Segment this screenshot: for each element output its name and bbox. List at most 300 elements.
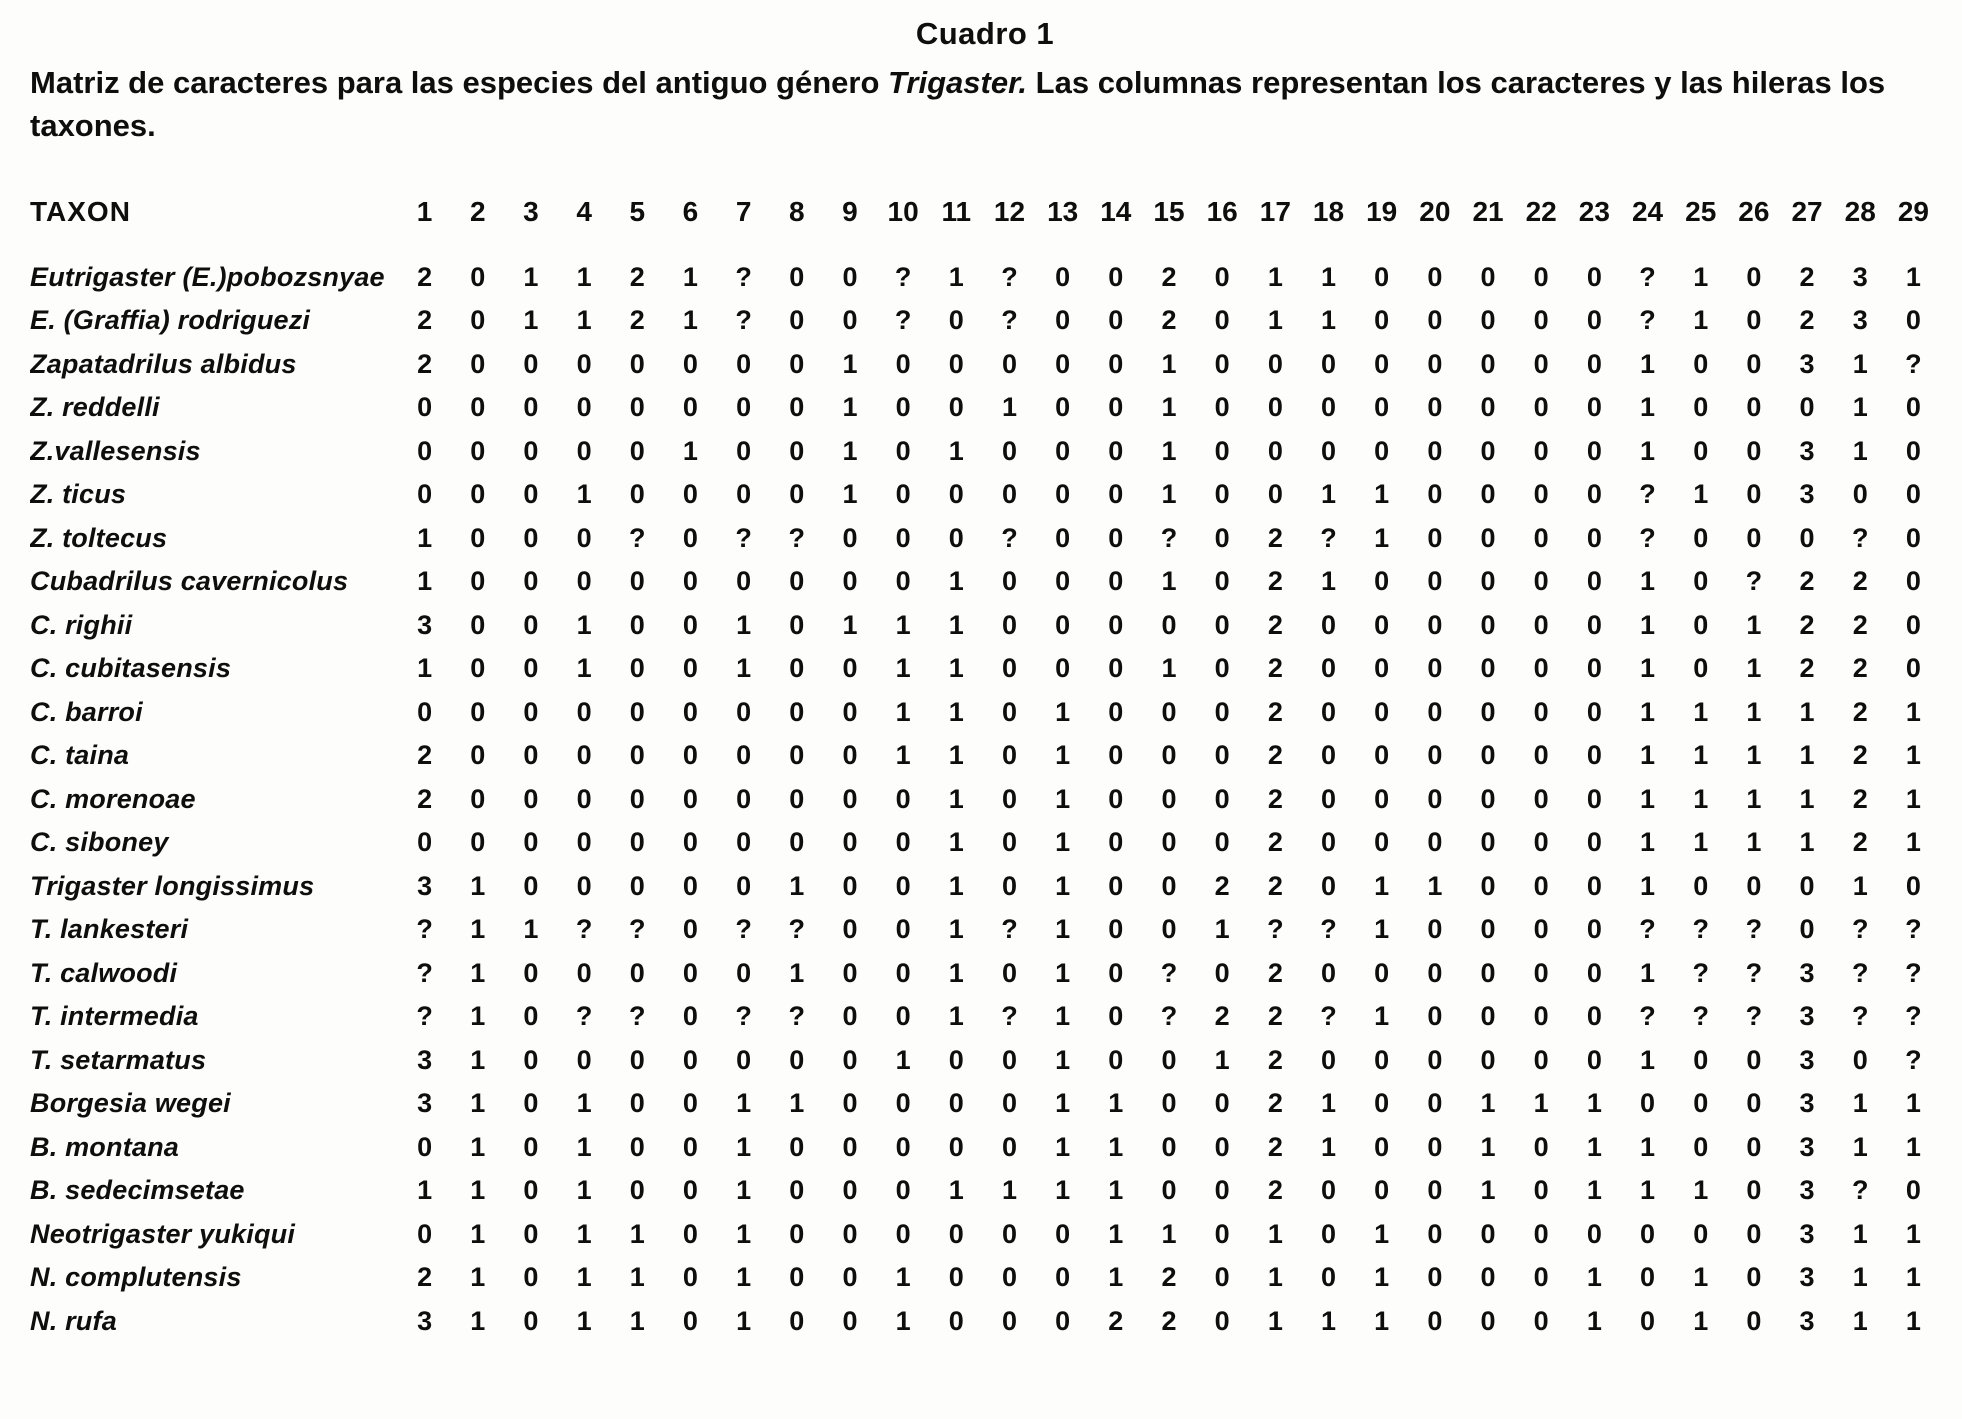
taxon-column-header: TAXON (30, 195, 131, 227)
matrix-cell: 1 (1905, 827, 1921, 858)
matrix-cell: 0 (1746, 305, 1762, 336)
matrix-cell: 1 (948, 696, 964, 727)
matrix-cell: 0 (682, 653, 698, 684)
matrix-cell: 0 (682, 392, 698, 423)
matrix-cell: 1 (736, 1131, 752, 1162)
matrix-cell: 0 (1267, 435, 1283, 466)
matrix-cell: ? (1639, 914, 1656, 945)
matrix-cell: 1 (1320, 566, 1337, 597)
matrix-cell: 0 (523, 1218, 539, 1249)
matrix-cell: 0 (523, 653, 539, 684)
character-column-header: 29 (1897, 195, 1929, 227)
matrix-cell: 0 (1427, 1305, 1443, 1336)
matrix-cell: 1 (576, 653, 592, 684)
matrix-cell: 0 (470, 261, 486, 292)
matrix-cell: 0 (1427, 261, 1443, 292)
matrix-cell: 0 (1586, 566, 1602, 597)
matrix-cell: 0 (1586, 957, 1602, 988)
character-column-header: 8 (789, 195, 805, 227)
matrix-cell: 0 (1586, 609, 1602, 640)
matrix-cell: ? (1745, 957, 1763, 988)
matrix-cell: 1 (1693, 1175, 1709, 1206)
matrix-cell: 1 (1640, 957, 1656, 988)
matrix-cell: 1 (1746, 827, 1762, 858)
taxon-name: Cubadrilus cavernicolus (30, 566, 349, 597)
matrix-cell: 3 (1852, 261, 1868, 292)
matrix-cell: 0 (948, 1044, 964, 1075)
matrix-cell: 0 (1533, 827, 1549, 858)
matrix-cell: ? (1001, 522, 1018, 553)
matrix-cell: 0 (1214, 653, 1230, 684)
matrix-cell: ? (1692, 957, 1709, 988)
matrix-cell: 1 (895, 1044, 911, 1075)
matrix-cell: 1 (1001, 1175, 1017, 1206)
matrix-cell: 3 (1799, 1131, 1815, 1162)
matrix-cell: 1 (1267, 1305, 1283, 1336)
taxon-name: Eutrigaster (E.)pobozsnyae (30, 261, 385, 292)
matrix-cell: 2 (1267, 1088, 1283, 1119)
matrix-cell: 0 (1480, 957, 1496, 988)
matrix-cell: 0 (1852, 1044, 1868, 1075)
taxon-name: C. morenoae (30, 783, 196, 814)
matrix-cell: 0 (842, 1175, 858, 1206)
matrix-cell: ? (1692, 1001, 1709, 1032)
matrix-cell: 1 (736, 1262, 752, 1293)
matrix-cell: 2 (1852, 740, 1868, 771)
matrix-cell: ? (1001, 261, 1018, 292)
matrix-cell: 0 (1055, 479, 1071, 510)
matrix-cell: 0 (736, 1044, 752, 1075)
matrix-cell: 3 (417, 870, 433, 901)
matrix-cell: 0 (1905, 392, 1921, 423)
table-row (30, 1169, 1940, 1213)
table-row (30, 604, 1940, 648)
matrix-cell: 0 (1427, 957, 1443, 988)
matrix-cell: 1 (1905, 1305, 1921, 1336)
matrix-cell: 1 (1267, 1218, 1283, 1249)
matrix-cell: 0 (1161, 914, 1177, 945)
character-column-header: 20 (1419, 195, 1451, 227)
matrix-cell: 0 (1320, 392, 1337, 423)
matrix-cell: 1 (1905, 696, 1921, 727)
matrix-cell: 1 (842, 609, 858, 640)
matrix-cell: 0 (1161, 696, 1177, 727)
matrix-cell: 0 (576, 392, 592, 423)
taxon-name: E. (Graffia) rodriguezi (30, 305, 311, 336)
matrix-cell: 0 (1214, 1088, 1230, 1119)
matrix-cell: 0 (1161, 783, 1177, 814)
matrix-cell: 2 (1267, 870, 1283, 901)
matrix-cell: 0 (1055, 348, 1071, 379)
matrix-cell: 0 (470, 522, 486, 553)
matrix-cell: 0 (682, 1131, 698, 1162)
matrix-cell: 0 (789, 609, 805, 640)
matrix-cell: 1 (948, 1175, 964, 1206)
matrix-cell: 1 (576, 479, 592, 510)
matrix-cell: ? (1745, 914, 1763, 945)
matrix-cell: 1 (1480, 1131, 1496, 1162)
matrix-cell: 1 (1640, 653, 1656, 684)
matrix-cell: 0 (1640, 1218, 1656, 1249)
matrix-cell: 1 (1108, 1262, 1124, 1293)
matrix-cell: 0 (895, 348, 911, 379)
matrix-cell: 0 (1001, 1044, 1017, 1075)
matrix-cell: 0 (1746, 435, 1762, 466)
matrix-cell: 0 (576, 827, 592, 858)
matrix-cell: 0 (948, 392, 964, 423)
matrix-cell: 1 (736, 1218, 752, 1249)
matrix-cell: 1 (1055, 696, 1071, 727)
matrix-cell: 0 (682, 914, 698, 945)
matrix-cell: ? (575, 914, 593, 945)
matrix-cell: 0 (1108, 870, 1124, 901)
matrix-cell: 0 (1480, 348, 1496, 379)
matrix-cell: 0 (1108, 566, 1124, 597)
matrix-cell: ? (1160, 1001, 1178, 1032)
table-row (30, 1213, 1940, 1257)
matrix-cell: ? (1001, 305, 1018, 336)
matrix-cell: 1 (1374, 522, 1390, 553)
matrix-cell: 0 (1320, 870, 1337, 901)
matrix-cell: ? (735, 1001, 752, 1032)
matrix-cell: 0 (470, 566, 486, 597)
matrix-cell: 0 (1480, 870, 1496, 901)
matrix-cell: 0 (1533, 305, 1549, 336)
matrix-cell: 0 (576, 696, 592, 727)
matrix-cell: 0 (682, 1262, 698, 1293)
taxon-name: Trigaster longissimus (30, 870, 315, 901)
matrix-cell: 0 (682, 696, 698, 727)
matrix-cell: 1 (948, 827, 964, 858)
character-column-header: 9 (842, 195, 858, 227)
taxon-name: Z.vallesensis (30, 435, 201, 466)
matrix-cell: ? (735, 261, 752, 292)
matrix-cell: 0 (1746, 522, 1762, 553)
matrix-cell: 1 (1055, 783, 1071, 814)
matrix-cell: 0 (736, 740, 752, 771)
matrix-cell: 0 (1214, 1218, 1230, 1249)
matrix-cell: 0 (1214, 479, 1230, 510)
matrix-cell: 0 (789, 479, 805, 510)
matrix-cell: ? (894, 261, 912, 292)
matrix-cell: 0 (1693, 1218, 1709, 1249)
matrix-cell: 0 (736, 827, 752, 858)
matrix-cell: 0 (948, 348, 964, 379)
matrix-cell: 0 (1480, 305, 1496, 336)
matrix-cell: 0 (1427, 696, 1443, 727)
matrix-cell: 0 (629, 653, 645, 684)
matrix-cell: 0 (1320, 1262, 1337, 1293)
character-column-header: 18 (1312, 195, 1345, 227)
matrix-cell: 2 (1799, 653, 1815, 684)
matrix-cell: 0 (1427, 740, 1443, 771)
matrix-cell: 0 (1161, 870, 1177, 901)
matrix-cell: 1 (1852, 1305, 1868, 1336)
matrix-cell: 0 (1001, 1218, 1017, 1249)
matrix-cell: 1 (842, 392, 858, 423)
matrix-cell: 0 (736, 696, 752, 727)
matrix-cell: 0 (1905, 435, 1921, 466)
matrix-cell: 1 (1055, 1044, 1071, 1075)
matrix-cell: 0 (948, 1218, 964, 1249)
matrix-cell: ? (1905, 1001, 1922, 1032)
matrix-cell: 0 (1427, 1131, 1443, 1162)
matrix-cell: 0 (1001, 740, 1017, 771)
matrix-cell: 0 (1533, 1044, 1549, 1075)
matrix-cell: 0 (1852, 479, 1868, 510)
matrix-cell: 1 (736, 609, 752, 640)
matrix-cell: 2 (1852, 827, 1868, 858)
matrix-cell: 0 (523, 696, 539, 727)
matrix-cell: 1 (1746, 609, 1762, 640)
matrix-cell: 0 (1427, 783, 1443, 814)
matrix-cell: 3 (1799, 479, 1815, 510)
matrix-cell: 0 (789, 1262, 805, 1293)
character-column-header: 16 (1206, 195, 1238, 227)
taxon-name: Z. reddelli (30, 392, 160, 423)
matrix-cell: 2 (417, 783, 433, 814)
matrix-cell: 0 (1267, 392, 1283, 423)
matrix-cell: 2 (1267, 1175, 1283, 1206)
matrix-cell: 0 (629, 1044, 645, 1075)
matrix-cell: 3 (1852, 305, 1868, 336)
matrix-cell: 0 (417, 435, 433, 466)
matrix-cell: 0 (1001, 479, 1017, 510)
matrix-cell: 1 (1905, 261, 1921, 292)
matrix-cell: 0 (1693, 1131, 1709, 1162)
matrix-cell: 0 (1905, 305, 1921, 336)
matrix-cell: 0 (1480, 479, 1496, 510)
matrix-cell: 0 (736, 566, 752, 597)
matrix-cell: 0 (1055, 653, 1071, 684)
character-column-header: 25 (1685, 195, 1717, 227)
matrix-cell: 1 (1640, 609, 1656, 640)
matrix-cell: 0 (523, 348, 539, 379)
matrix-cell: 1 (789, 870, 805, 901)
matrix-cell: 2 (1799, 566, 1815, 597)
matrix-cell: 0 (1055, 1262, 1071, 1293)
matrix-cell: ? (629, 522, 646, 553)
taxon-name: T. intermedia (30, 1001, 199, 1032)
matrix-cell: 0 (736, 783, 752, 814)
character-column-header: 5 (629, 195, 646, 227)
matrix-cell: ? (629, 1001, 646, 1032)
matrix-cell: 1 (1055, 827, 1071, 858)
table-row (30, 560, 1940, 604)
matrix-cell: 0 (1108, 740, 1124, 771)
matrix-cell: 0 (895, 1131, 911, 1162)
matrix-cell: 1 (1320, 1305, 1337, 1336)
matrix-cell: 1 (1161, 392, 1177, 423)
matrix-cell: 3 (1799, 1044, 1815, 1075)
table-row (30, 517, 1940, 561)
matrix-cell: 0 (1374, 348, 1390, 379)
matrix-cell: 0 (1214, 1262, 1230, 1293)
matrix-cell: 0 (1640, 1305, 1656, 1336)
matrix-cell: ? (735, 305, 752, 336)
matrix-cell: 2 (1267, 1044, 1283, 1075)
matrix-cell: 0 (1161, 1088, 1177, 1119)
character-column-header: 22 (1525, 195, 1557, 227)
matrix-cell: 1 (1374, 1218, 1390, 1249)
matrix-cell: 1 (1746, 740, 1762, 771)
matrix-cell: 0 (1905, 609, 1921, 640)
matrix-cell: 0 (842, 783, 858, 814)
matrix-cell: ? (788, 522, 806, 553)
matrix-cell: 0 (1374, 740, 1390, 771)
matrix-cell: 1 (1640, 435, 1656, 466)
matrix-cell: 0 (1374, 696, 1390, 727)
matrix-cell: 0 (1267, 348, 1283, 379)
matrix-cell: 0 (789, 435, 805, 466)
matrix-cell: 0 (789, 740, 805, 771)
matrix-cell: 0 (789, 1218, 805, 1249)
character-column-header: 11 (941, 195, 972, 227)
matrix-cell: 0 (1161, 1175, 1177, 1206)
table-title: Cuadro 1 (915, 16, 1055, 51)
matrix-cell: 0 (1055, 1305, 1071, 1336)
matrix-cell: 0 (1480, 1044, 1496, 1075)
matrix-cell: 0 (629, 870, 645, 901)
taxon-name: C. taina (30, 740, 130, 771)
matrix-cell: 1 (1799, 783, 1815, 814)
matrix-cell: 0 (523, 1044, 539, 1075)
matrix-cell: 0 (789, 1175, 805, 1206)
matrix-cell: 1 (948, 566, 964, 597)
matrix-cell: 0 (1161, 1131, 1177, 1162)
matrix-cell: 0 (523, 827, 539, 858)
table-row (30, 821, 1940, 865)
matrix-cell: ? (1905, 1044, 1922, 1075)
matrix-cell: 0 (1427, 1001, 1443, 1032)
matrix-cell: 0 (842, 914, 858, 945)
matrix-cell: 1 (1905, 783, 1921, 814)
matrix-cell: 0 (1586, 1218, 1602, 1249)
matrix-cell: 0 (1320, 1175, 1337, 1206)
matrix-cell: 1 (1746, 696, 1762, 727)
taxon-name: Z. toltecus (30, 522, 168, 553)
matrix-cell: 0 (1055, 305, 1071, 336)
matrix-cell: 1 (1905, 740, 1921, 771)
matrix-cell: 1 (1267, 1262, 1283, 1293)
matrix-cell: 1 (1693, 1262, 1709, 1293)
matrix-cell: 1 (1427, 870, 1443, 901)
matrix-cell: 2 (1267, 740, 1283, 771)
matrix-cell: 0 (1108, 653, 1124, 684)
matrix-cell: 1 (1640, 740, 1656, 771)
matrix-cell: 0 (789, 1305, 805, 1336)
table-row (30, 1082, 1940, 1126)
matrix-cell: 0 (1693, 522, 1709, 553)
matrix-cell: 0 (895, 435, 911, 466)
matrix-cell: 1 (1640, 827, 1656, 858)
matrix-cell: 1 (1480, 1175, 1496, 1206)
matrix-cell: 0 (1586, 1001, 1602, 1032)
matrix-cell: 0 (1055, 261, 1071, 292)
matrix-cell: 0 (1480, 566, 1496, 597)
matrix-cell: 1 (1320, 305, 1337, 336)
matrix-cell: 0 (1746, 1131, 1762, 1162)
matrix-cell: ? (1745, 566, 1763, 597)
table-row (30, 386, 1940, 430)
table-row (30, 865, 1940, 909)
matrix-cell: 0 (682, 609, 698, 640)
matrix-cell: 1 (470, 957, 486, 988)
matrix-cell: 0 (523, 435, 539, 466)
matrix-cell: 0 (1427, 827, 1443, 858)
caption-text-after-genus: Las columnas representan los caracteres y las hileras los taxones. (30, 65, 1886, 143)
matrix-cell: 0 (842, 1131, 858, 1162)
matrix-cell: 0 (1586, 435, 1602, 466)
matrix-cell: 1 (470, 1001, 486, 1032)
matrix-cell: ? (1745, 1001, 1763, 1032)
matrix-cell: ? (1320, 1001, 1337, 1032)
matrix-cell: 0 (1427, 1044, 1443, 1075)
matrix-cell: 0 (1374, 566, 1390, 597)
matrix-cell: 3 (1799, 957, 1815, 988)
matrix-cell: 0 (1533, 522, 1549, 553)
matrix-cell: 1 (1640, 1131, 1656, 1162)
character-column-header: 3 (523, 195, 539, 227)
matrix-cell: 1 (1320, 1131, 1337, 1162)
matrix-cell: 0 (1214, 392, 1230, 423)
matrix-cell: 1 (629, 1262, 645, 1293)
matrix-cell: 3 (1799, 1218, 1815, 1249)
matrix-cell: 0 (470, 305, 486, 336)
matrix-cell: 1 (1374, 479, 1390, 510)
matrix-cell: 0 (1374, 957, 1390, 988)
matrix-cell: ? (1851, 1001, 1869, 1032)
matrix-cell: 0 (1586, 914, 1602, 945)
matrix-cell: 0 (948, 1305, 964, 1336)
matrix-cell: 0 (1320, 609, 1337, 640)
matrix-cell: 1 (1108, 1175, 1124, 1206)
matrix-cell: 1 (470, 1218, 486, 1249)
matrix-cell: 1 (1640, 696, 1656, 727)
matrix-cell: 1 (1374, 1001, 1390, 1032)
character-column-header: 24 (1631, 195, 1664, 227)
taxon-name: T. calwoodi (30, 957, 178, 988)
matrix-cell: 0 (523, 522, 539, 553)
taxon-name: Z. ticus (30, 479, 127, 510)
matrix-cell: 0 (842, 1218, 858, 1249)
taxon-name: T. setarmatus (30, 1044, 207, 1075)
matrix-cell: 1 (576, 609, 592, 640)
matrix-cell: 0 (1533, 653, 1549, 684)
matrix-cell: 1 (1693, 479, 1709, 510)
matrix-cell: 0 (1108, 1001, 1124, 1032)
character-column-header: 6 (682, 195, 699, 227)
matrix-cell: 0 (576, 957, 592, 988)
matrix-cell: 0 (736, 435, 752, 466)
matrix-cell: 3 (1799, 435, 1815, 466)
matrix-cell: 0 (1480, 1218, 1496, 1249)
taxon-name: C. cubitasensis (30, 653, 232, 684)
matrix-cell: 0 (629, 1131, 645, 1162)
matrix-cell: 1 (1214, 914, 1230, 945)
matrix-cell: 0 (1533, 348, 1549, 379)
character-matrix-table (30, 192, 1940, 1344)
matrix-cell: 0 (576, 566, 592, 597)
matrix-cell: 1 (1693, 696, 1709, 727)
matrix-cell: 0 (1746, 1305, 1762, 1336)
matrix-cell: 1 (523, 261, 539, 292)
matrix-cell: 1 (470, 870, 486, 901)
matrix-cell: 0 (1320, 827, 1337, 858)
matrix-cell: 1 (1693, 783, 1709, 814)
matrix-cell: 0 (1480, 435, 1496, 466)
matrix-cell: 1 (682, 261, 698, 292)
